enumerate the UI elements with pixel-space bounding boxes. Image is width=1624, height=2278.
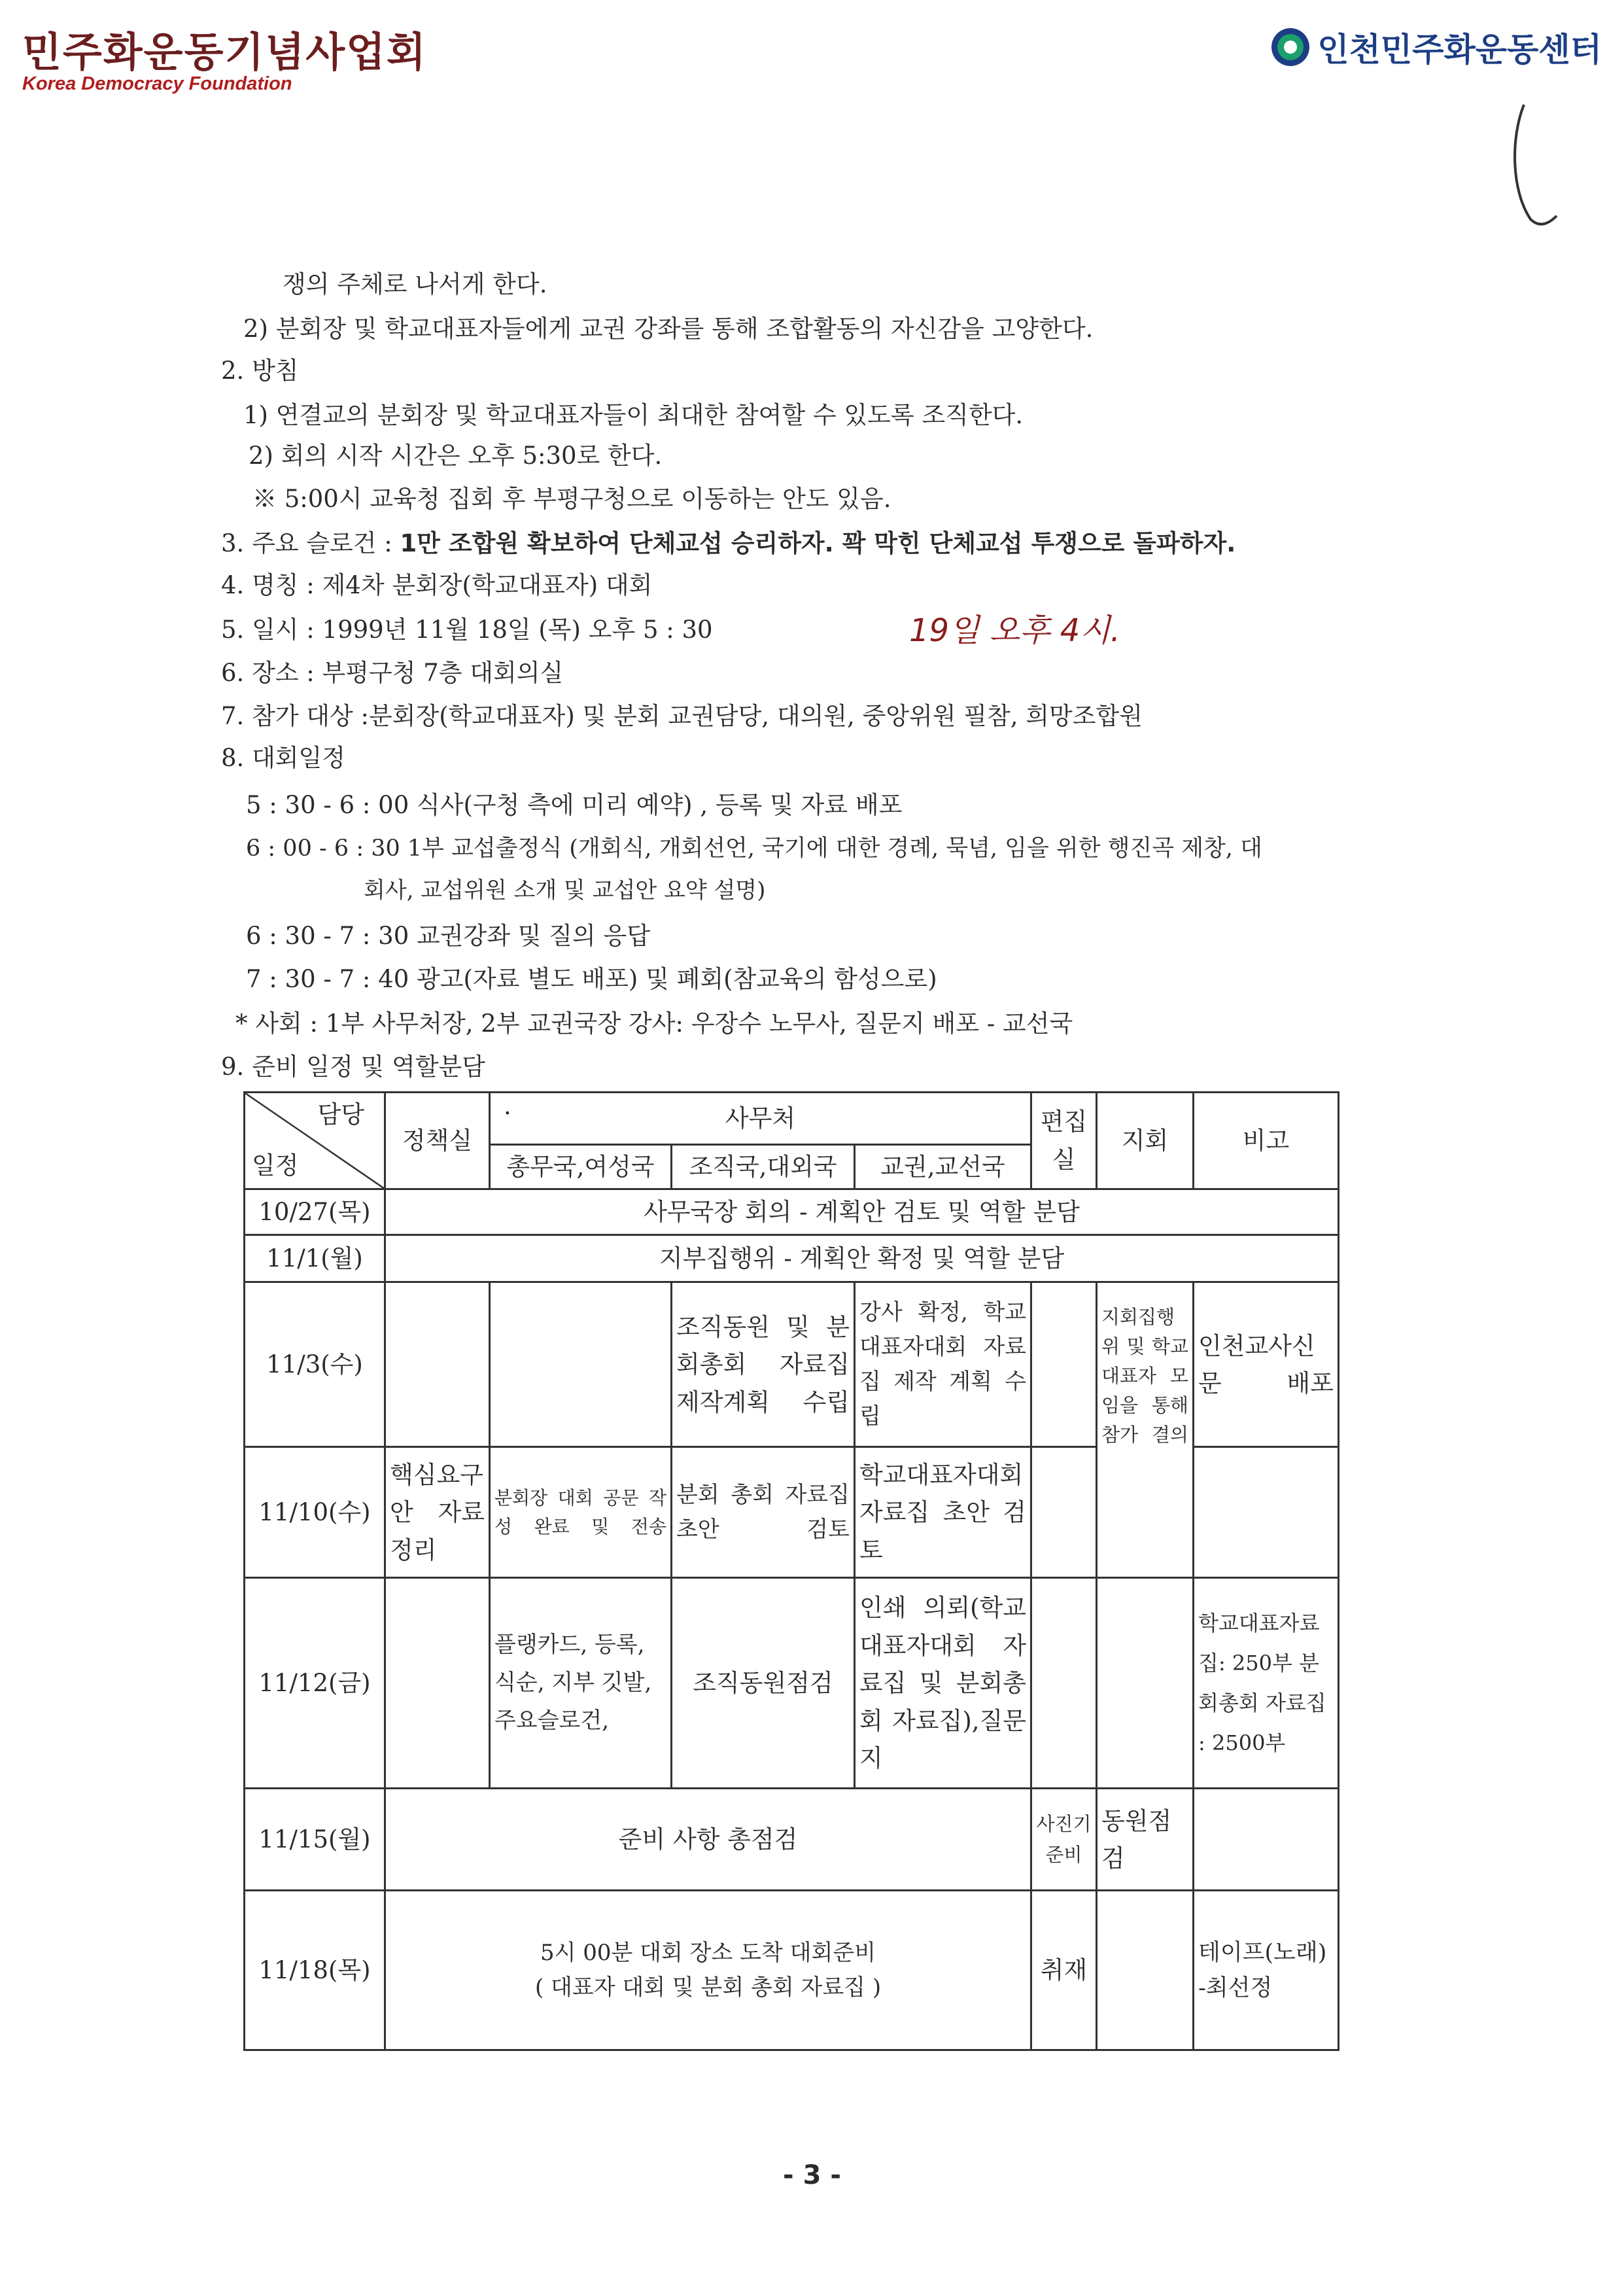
schedule-line: 회사, 교섭위원 소개 및 교섭안 요약 설명) [364, 877, 766, 903]
cell-rights: 강사 확정, 학교대표자대회 자료집 제작 계획 수립 [855, 1282, 1031, 1447]
header-secretariat-label: 사무처 [725, 1104, 796, 1132]
text-line: ※ 5:00시 교육청 집회 후 부평구청으로 이동하는 안도 있음. [252, 485, 891, 513]
cell-policy: 핵심요구안 자료 정리 [385, 1447, 490, 1578]
slogan-text: 1만 조합원 확보하여 단체교섭 승리하자. 꽉 막힌 단체교섭 투쟁으로 돌파하자. [400, 529, 1236, 557]
cell-note: 인천교사신문 배포 [1194, 1282, 1339, 1447]
row-date: 11/10(수) [245, 1447, 385, 1578]
text-line: 5. 일시 : 1999년 11월 18일 (목) 오후 5 : 30 [221, 616, 713, 644]
cell-org: 조직동원점검 [672, 1578, 855, 1789]
empty-cell [1031, 1578, 1097, 1789]
text-line: 2) 회의 시작 시간은 오후 5:30로 한다. [249, 442, 663, 470]
row-text-line2: ( 대표자 대회 및 분회 총회 자료집 ) [534, 1974, 882, 2001]
header-dot: · [504, 1099, 511, 1127]
section-heading: 2. 방침 [221, 357, 299, 385]
row-date: 11/12(금) [245, 1578, 385, 1789]
handwritten-note: 19일 오후 4시. [909, 612, 1120, 649]
slogan-line [221, 531, 1235, 555]
header-branch: 지회 [1097, 1093, 1194, 1189]
row-text: 사무국장 회의 - 계획안 검토 및 역할 분담 [385, 1189, 1339, 1235]
slogan-label: 3. 주요 슬로건 : [221, 529, 392, 557]
text-line: 7. 참가 대상 :분회장(학교대표자) 및 분회 교권담당, 대의원, 중앙위원 필참, 희망조합원 [221, 702, 1143, 730]
corner-cell [245, 1093, 385, 1189]
row-date: 11/3(수) [245, 1282, 385, 1447]
cell-edit: 사진기준비 [1031, 1789, 1097, 1891]
schedule-line: 6 : 00 - 6 : 30 1부 교섭출정식 (개회식, 개회선언, 국기에 대한 경례, 묵념, 임을 위한 행진곡 제창, 대 [246, 835, 1262, 862]
page-number: - 3 - [783, 2160, 841, 2190]
org-logo-english: Korea Democracy Foundation [22, 73, 292, 94]
cell-org: 조직동원 및 분회총회 자료집 제작계획 수립 [672, 1282, 855, 1447]
text-line: 1) 연결교의 분회장 및 학교대표자들이 최대한 참여할 수 있도록 조직한다. [243, 401, 1024, 429]
header-sub-general: 총무국,여성국 [490, 1145, 672, 1189]
org-logo-korean: 민주화운동기념사업회 [22, 28, 427, 76]
corner-top-label: 담당 [317, 1100, 364, 1129]
cell-edit: 취재 [1031, 1891, 1097, 2050]
text-line: * 사회 : 1부 사무처장, 2부 교권국장 강사: 우장수 노무사, 질문지 배포 - 교선국 [235, 1009, 1073, 1038]
cell-general: 분회장 대회 공문 작성 완료 및 전송 [490, 1447, 672, 1578]
empty-cell [1031, 1282, 1097, 1447]
cell-note: 학교대표자료집: 250부 분회총회 자료집 : 2500부 [1194, 1578, 1339, 1789]
empty-cell [1097, 1891, 1194, 2050]
schedule-line: 7 : 30 - 7 : 40 광고(자료 별도 배포) 및 폐회(참교육의 함성으로) [246, 965, 937, 993]
empty-cell [1031, 1447, 1097, 1578]
header-policy: 정책실 [385, 1093, 490, 1189]
text-line: 쟁의 주체로 나서게 한다. [283, 270, 547, 298]
header-sub-org: 조직국,대외국 [672, 1145, 855, 1189]
header-secretariat [490, 1093, 1031, 1145]
bracket-mark-icon [1504, 98, 1570, 229]
row-date: 11/1(월) [245, 1235, 385, 1282]
section-heading: 9. 준비 일정 및 역할분담 [221, 1053, 486, 1081]
cell-rights: 인쇄 의뢰(학교대표자대회 자료집 및 분회총회 자료집),질문지 [855, 1578, 1031, 1789]
empty-cell [1097, 1578, 1194, 1789]
cell-general: 플랭카드, 등록, 식순, 지부 깃발, 주요슬로건, [490, 1578, 672, 1789]
row-text [385, 1891, 1031, 2050]
empty-cell [490, 1282, 672, 1447]
row-text: 지부집행위 - 계획안 확정 및 역할 분담 [385, 1235, 1339, 1282]
schedule-line: 5 : 30 - 6 : 00 식사(구청 측에 미리 예약) , 등록 및 자료 배포 [246, 791, 903, 819]
center-logo [1270, 24, 1602, 71]
row-date: 10/27(목) [245, 1189, 385, 1235]
cell-note: 테이프(노래) -최선정 [1194, 1891, 1339, 2050]
empty-cell [1194, 1789, 1339, 1891]
header-note: 비고 [1194, 1093, 1339, 1189]
text-line: 6. 장소 : 부평구청 7층 대회의실 [221, 659, 564, 687]
row-date: 11/15(월) [245, 1789, 385, 1891]
empty-cell [385, 1578, 490, 1789]
text-line: 4. 명칭 : 제4차 분회장(학교대표자) 대회 [221, 571, 653, 599]
header-sub-rights: 교권,교선국 [855, 1145, 1031, 1189]
header-edit: 편집실 [1031, 1093, 1097, 1189]
row-text: 준비 사항 총점검 [385, 1789, 1031, 1891]
text-line: 2) 분회장 및 학교대표자들에게 교권 강좌를 통해 조합활동의 자신감을 고양한다. [243, 315, 1094, 343]
empty-cell [1194, 1447, 1339, 1578]
cell-rights: 학교대표자대회 자료집 초안 검토 [855, 1447, 1031, 1578]
corner-bottom-label: 일정 [252, 1151, 299, 1180]
cell-branch: 지회집행위 및 학교대표자 모임을 통해 참가 결의 [1097, 1282, 1194, 1578]
cell-org: 분회 총회 자료집 초안 검토 [672, 1447, 855, 1578]
schedule-line: 6 : 30 - 7 : 30 교권강좌 및 질의 응답 [246, 922, 650, 950]
schedule-table [243, 1091, 1339, 2051]
circle-emblem-icon [1270, 27, 1311, 67]
section-heading: 8. 대회일정 [221, 744, 346, 772]
center-logo-text: 인천민주화운동센터 [1317, 31, 1602, 69]
row-text-line1: 5시 00분 대회 장소 도착 대회준비 [540, 1940, 876, 1967]
row-date: 11/18(목) [245, 1891, 385, 2050]
cell-branch: 동원점검 [1097, 1789, 1194, 1891]
empty-cell [385, 1282, 490, 1447]
